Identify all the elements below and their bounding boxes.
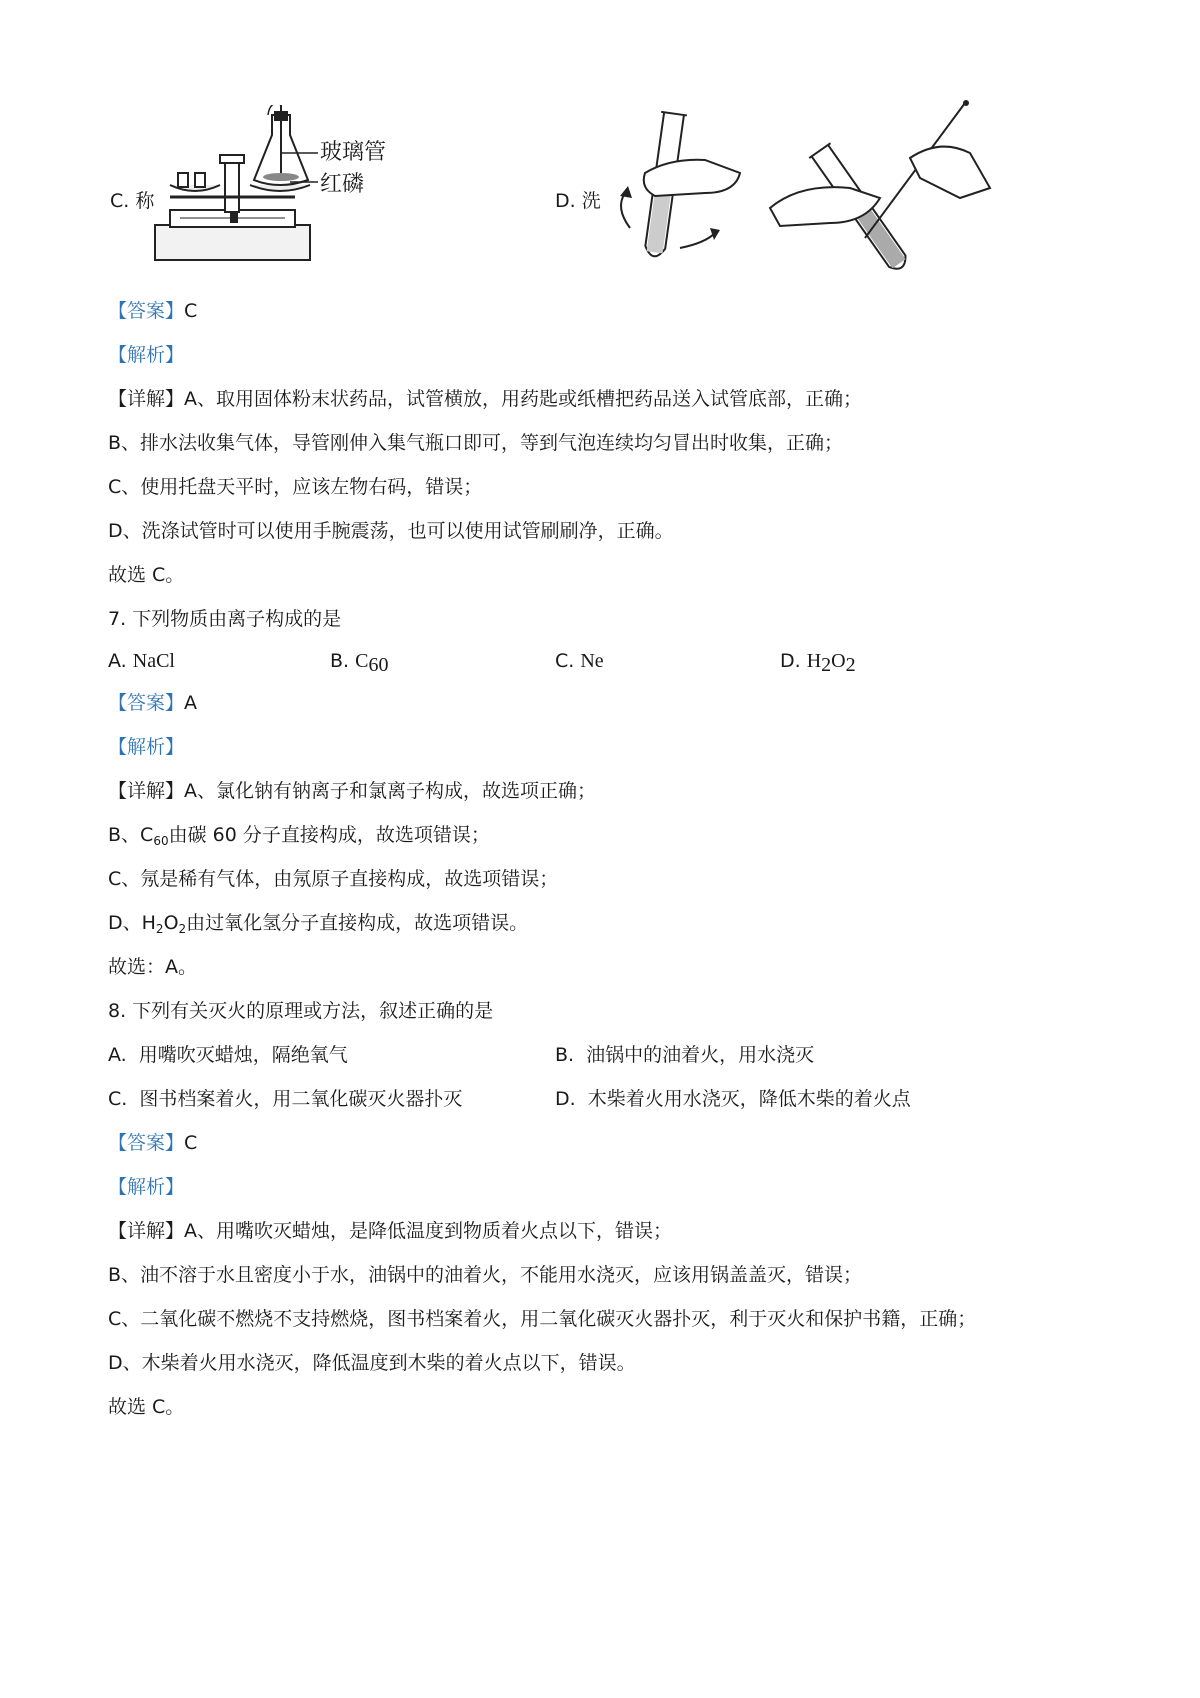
option-text: 油锅中的油着火，用水浇灭 [586,1044,815,1066]
detail-text: A、氯化钠有钠离子和氯离子构成，故选项正确； [184,780,597,802]
detail-text: 由碳 60 分子直接构成，故选项错误； [168,824,490,846]
answer-tag: 【答案】 [108,300,185,322]
option-label: B. [555,1044,575,1066]
q7-conclusion: 故选：A。 [108,956,197,978]
q6-detail-line-1 [108,386,862,412]
figure-label-glass-tube: 玻璃管 [320,140,387,165]
detail-tag: 【详解】 [108,1220,185,1242]
answer-tag: 【答案】 [108,1132,185,1154]
q7-detail-line-4 [108,910,528,936]
q8-question: 8. 下列有关灭火的原理或方法，叙述正确的是 [108,1000,494,1022]
q8-detail-line-2: B、油不溶于水且密度小于水，油锅中的油着火，不能用水浇灭，应该用锅盖盖灭，错误； [108,1264,863,1286]
option-subscript: 60 [368,654,389,676]
q7-option-b [330,648,388,674]
formula-subscript: 60 [153,834,169,848]
q6-detail-line-4: D、洗涤试管时可以使用手腕震荡，也可以使用试管刷刷净，正确。 [108,520,674,542]
q8-conclusion: 故选 C。 [108,1396,185,1418]
option-label: D. [555,1088,576,1110]
option-text: 称 [135,190,155,212]
q6-analysis-tag: 【解析】 [108,344,185,366]
detail-text: A、取用固体粉末状药品，试管横放，用药匙或纸槽把药品送入试管底部，正确； [184,388,863,410]
option-label: A. [108,1044,127,1066]
q6-detail-line-2: B、排水法收集气体，导管刚伸入集气瓶口即可，等到气泡连续均匀冒出时收集，正确； [108,432,844,454]
answer-tag: 【答案】 [108,692,185,714]
q8-option-d [555,1086,911,1112]
option-text: NaCl [132,650,175,672]
option-text: C [355,650,369,672]
option-text: 木柴着火用水浇灭，降低木柴的着火点 [587,1088,911,1110]
q7-analysis-tag: 【解析】 [108,736,185,758]
detail-text: D、H [108,912,156,934]
q8-analysis-tag: 【解析】 [108,1176,185,1198]
option-label: A. [108,650,127,672]
q8-detail-line-3: C、二氧化碳不燃烧不支持燃烧，图书档案着火，用二氧化碳灭火器扑灭，利于灭火和保护书籍，正确； [108,1308,977,1330]
detail-text: 由过氧化氢分子直接构成，故选项错误。 [186,912,529,934]
option-label: B. [330,650,350,672]
option-text: 图书档案着火，用二氧化碳灭火器扑灭 [139,1088,463,1110]
option-text: 用嘴吹灭蜡烛，隔绝氧气 [138,1044,348,1066]
q6-option-d [555,188,601,214]
q8-detail-line-4: D、木柴着火用水浇灭，降低温度到木柴的着火点以下，错误。 [108,1352,636,1374]
formula-subscript: 2 [155,922,164,936]
q8-option-a [108,1042,348,1068]
detail-text: O [163,912,179,934]
q7-question: 7. 下列物质由离子构成的是 [108,608,342,630]
q7-detail-line-1 [108,778,596,804]
answer-value: C [184,300,198,322]
q8-option-c [108,1086,462,1112]
option-text: Ne [580,650,604,672]
detail-tag: 【详解】 [108,780,185,802]
formula-part: O [831,650,846,672]
detail-text: B、C [108,824,154,846]
formula-subscript: 2 [845,654,856,676]
option-text: 洗 [581,190,601,212]
q7-option-c [555,648,604,674]
q7-answer [108,690,197,716]
q6-conclusion: 故选 C。 [108,564,185,586]
q8-detail-line-1 [108,1218,672,1244]
q6-option-c [110,188,154,214]
formula-subscript: 2 [821,654,832,676]
detail-tag: 【详解】 [108,388,185,410]
option-label: C. [108,1088,128,1110]
q8-answer [108,1130,197,1156]
q7-option-d [780,648,856,674]
q6-detail-line-3: C、使用托盘天平时，应该左物右码，错误； [108,476,483,498]
answer-value: C [184,1132,198,1154]
detail-text: A、用嘴吹灭蜡烛，是降低温度到物质着火点以下，错误； [184,1220,673,1242]
option-label: C. [555,650,575,672]
answer-value: A [184,692,198,714]
q7-option-a [108,648,175,674]
figure-label-red-phosphorus: 红磷 [320,172,365,197]
washing-test-tube-figure [610,98,1000,273]
formula-subscript: 2 [178,922,187,936]
q7-detail-line-2 [108,822,490,848]
option-label: D. [555,190,576,212]
q6-answer [108,298,197,324]
q7-detail-line-3: C、氖是稀有气体，由氖原子直接构成，故选项错误； [108,868,559,890]
option-label: D. [780,650,801,672]
q8-option-b [555,1042,814,1068]
formula-part: H [806,650,822,672]
option-label: C. [110,190,130,212]
